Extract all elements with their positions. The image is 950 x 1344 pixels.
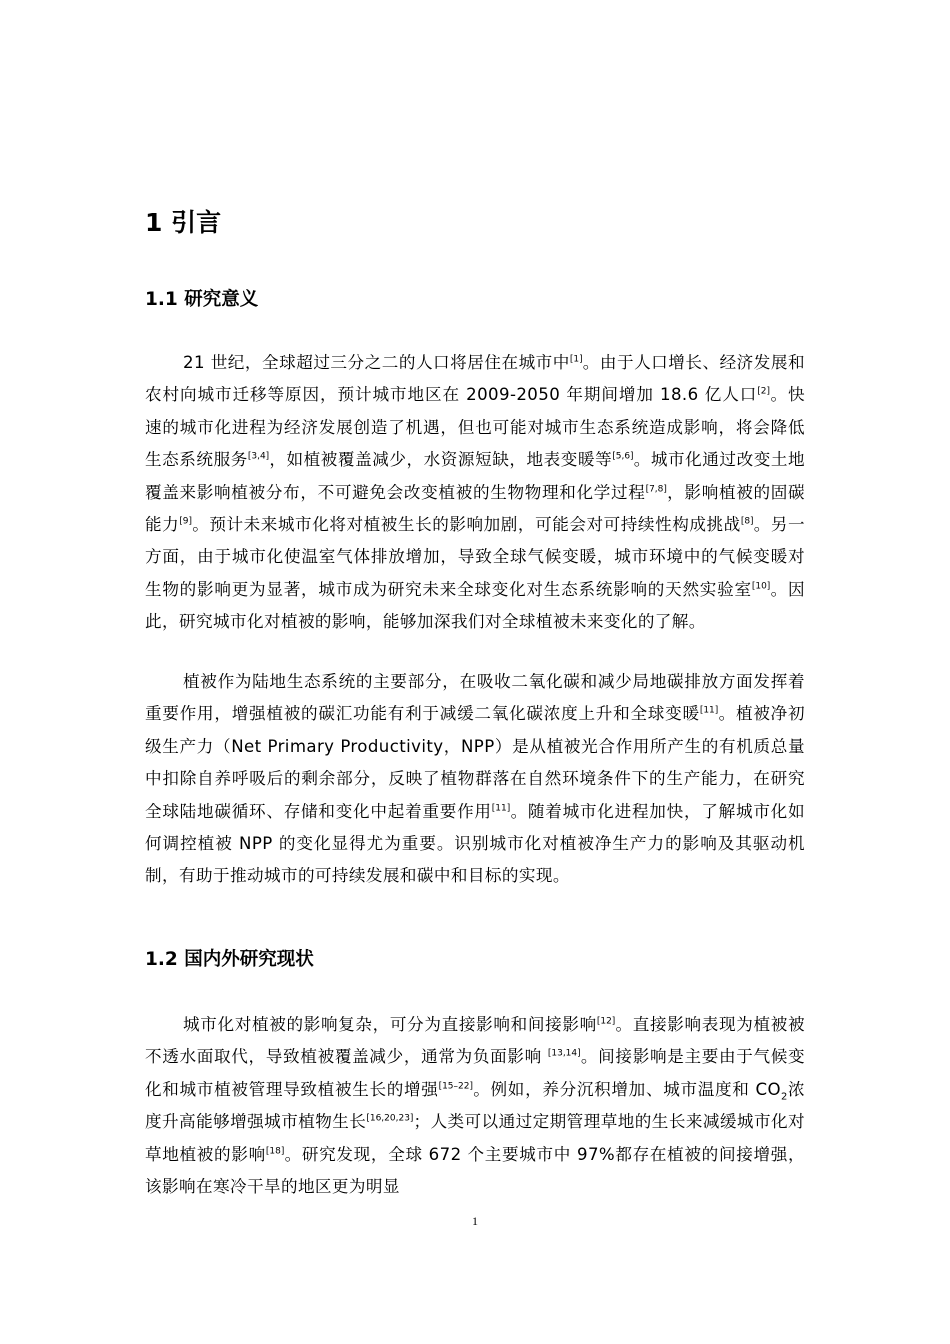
text-run: 21 世纪，全球超过三分之二的人口将居住在城市中 xyxy=(183,353,570,372)
text-run: 。由于人口增长、经济发展和农村向城市迁移等原因，预计城市地区在 2009-2050 年期间增加 18.6 亿人口 xyxy=(145,353,805,405)
text-run: 。例如，养分沉积增加、城市温度和 CO xyxy=(473,1079,781,1099)
citation: [11] xyxy=(699,705,719,716)
text-run: 。直接影响表现为植被被不透水面取代，导致植被覆盖减少，通常为负面影响 xyxy=(145,1015,805,1067)
citation: [18] xyxy=(265,1146,285,1157)
text-run: 植被作为陆地生态系统的主要部分，在吸收二氧化碳和减少局地碳排放方面发挥着重要作用，增强植被的碳汇功能有利于减缓二氧化碳浓度上升和全球变暖 xyxy=(145,672,805,724)
paragraph-significance-1 xyxy=(145,347,805,639)
text-run: ；人类可以通过定期管理草地的生长来减缓城市化对草地植被的影响 xyxy=(145,1112,806,1164)
citation: [15–22] xyxy=(438,1081,473,1092)
section-heading-research-significance: 1.1 研究意义 xyxy=(145,289,259,310)
citation: [13,14] xyxy=(547,1048,581,1059)
paragraph-research-status-1 xyxy=(145,1009,805,1203)
text-run: 。快速的城市化进程为经济发展创造了机遇，但也可能对城市生态系统造成影响，将会降低生态系统服务 xyxy=(145,385,805,470)
citation: [2] xyxy=(757,386,770,397)
text-run: 。间接影响是主要由于气候变化和城市植被管理导致植被生长的增强 xyxy=(145,1047,806,1099)
subscript: 2 xyxy=(780,1091,788,1103)
text-run: 。预计未来城市化将对植被生长的影响加剧，可能会对可持续性构成挑战 xyxy=(192,515,741,535)
citation: [5,6] xyxy=(612,451,634,462)
citation: [10] xyxy=(751,581,771,592)
citation: [7,8] xyxy=(645,484,667,495)
citation: [1] xyxy=(569,354,583,365)
citation: [8] xyxy=(740,516,754,527)
citation: [3,4] xyxy=(247,451,270,462)
text-run: ，影响植被的固碳能力 xyxy=(145,482,805,535)
text-run: 城市化对植被的影响复杂，可分为直接影响和间接影响 xyxy=(183,1015,597,1034)
text-run: 浓度升高能够增强城市植物生长 xyxy=(145,1079,805,1132)
citation: [11] xyxy=(491,803,511,814)
text-run: ，如植被覆盖减少，水资源短缺，地表变暖等 xyxy=(269,450,613,470)
page-number: 1 xyxy=(472,1214,478,1228)
chapter-heading: 1 引言 xyxy=(145,208,222,237)
citation: [12] xyxy=(596,1016,616,1027)
citation: [16,20,23] xyxy=(366,1113,414,1124)
text-run: 。另一方面，由于城市化使温室气体排放增加，导致全球气候变暖，城市环境中的气候变暖对生物的影响更为显著，城市成为研究未来全球变化对生态系统影响的天然实验室 xyxy=(145,515,805,599)
text-run: 。城市化通过改变土地覆盖来影响植被分布，不可避免会改变植被的生物物理和化学过程 xyxy=(145,450,805,502)
section-heading-research-status: 1.2 国内外研究现状 xyxy=(145,949,314,970)
text-run: 。因此，研究城市化对植被的影响，能够加深我们对全球植被未来变化的了解。 xyxy=(145,579,805,632)
text-run: 。研究发现，全球 672 个主要城市中 97%都存在植被的间接增强，该影响在寒冷干旱的地区更为明显 xyxy=(145,1144,805,1197)
paragraph-significance-2 xyxy=(145,666,805,893)
text-run: 。随着城市化进程加快，了解城市化如何调控植被 NPP 的变化显得尤为重要。识别城市化对植被净生产力的影响及其驱动机制，有助于推动城市的可持续发展和碳中和目标的实现。 xyxy=(145,801,805,886)
citation: [9] xyxy=(179,516,193,527)
text-run: 。植被净初级生产力（Net Primary Productivity，NPP）是从植被光合作用所产生的有机质总量中扣除自养呼吸后的剩余部分，反映了植物群落在自然环境条件下的生产能力，在研究全球陆地碳循环、存储和变化中起着重要作用 xyxy=(145,704,805,821)
